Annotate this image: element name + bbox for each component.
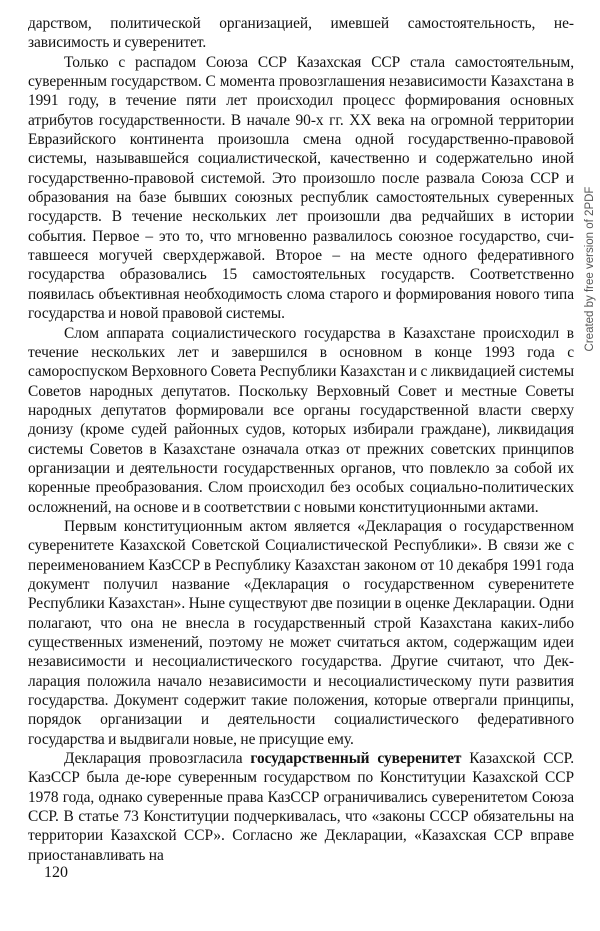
paragraph-2: Только с распадом Союза ССР Казахская ССР стала самостоятельным, суверенным государством. С момента провозглашения независимости Казахстана в 1991 году, в течение пяти лет происходил процесс формирования основных атрибутов государственности. В начале 90-х гг. XX века на огромной территории Евразийского континента произошла смена одной государственно-правовой системы, называвшейся социалистической, качественно и содержательно иной государственно-правовой системой. Это произошло после развала Союза ССР и образования на базе бывших союзных республик самостоятельных суверенных государств. В течение нескольких лет произошли два редчайших в истории события. Первое – это то, что мгновенно развалилось союзное государство, считавшееся могучей сверхдержавой. Второе – на месте одного федеративного государства образовались 15 самостоятельных государств. Соответственно появилась объективная необходимость слома старого и формирования нового типа государства и новой правовой системы. xyxy=(28,53,574,323)
paragraph-5-start: Декларация провозгласила xyxy=(64,750,251,768)
paragraph-5-bold-term: государственный суверенитет xyxy=(250,750,462,768)
watermark xyxy=(582,188,598,350)
paragraph-4: Первым конституционным актом является «Декларация о государственном суверенитете Казахской Советской Социалистической Республики». В связи же с переименованием КазССР в Республику Казахстан законом от 10 декабря 1991 года документ получил название «Декларация о государственном суверенитете Республики Казахстан». Ныне существуют две позиции в оценке Декларации. Одни полагают, что она не внесла в государственный строй Казахстана каких-либо существенных изменений, поэтому не может считаться актом, содержащим идеи независимости и несоциалистического государства. Другие считают, что Декларация положила начало независимости и несоциалистическому пути развития государства. Документ содержит такие положения, которые отвергали принципы, порядок организации и деятельности социалистического федеративного государства и выдвигали новые, не присущие ему. xyxy=(28,517,574,748)
page-number: 120 xyxy=(44,864,68,881)
page-body xyxy=(28,14,574,865)
watermark-text: Created by free version of 2PDF xyxy=(584,186,596,352)
paragraph-5-rest: Казахской ССР. КазССР была де-юре суверенным государством по Конституции Казахской ССР 1978 года, однако суверенные права КазССР ограничивались суверенитетом Союза ССР. В статье 73 Конституции подчеркивалась, что «законы СССР обязательны на территории Казахской ССР». Согласно же Декларации, «Казахская ССР вправе приостанавливать на xyxy=(28,750,575,864)
paragraph-3: Слом аппарата социалистического государства в Казахстане происходил в течение нескольких лет и завершился в основном в конце 1993 года с самороспуском Верховного Совета Республики Казахстан и с ликвидацией системы Советов народных депутатов. Поскольку Верховный Совет и местные Советы народных депутатов формировали все органы государственной власти сверху донизу (кроме судей районных судов, которых избирали граждане), ликвидация системы Советов в Казахстане означала отказ от прежних советских принципов организации и деятельности государственных органов, что повлекло за собой их коренные преобразования. Слом происходил без особых социально-политических осложнений, на основе и в соответствии с новыми конституционными актами. xyxy=(28,324,574,516)
paragraph-5 xyxy=(28,749,574,865)
paragraph-1: дарством, политической организацией, имевшей самостоятельность, независимость и суверенитет. xyxy=(28,15,574,52)
